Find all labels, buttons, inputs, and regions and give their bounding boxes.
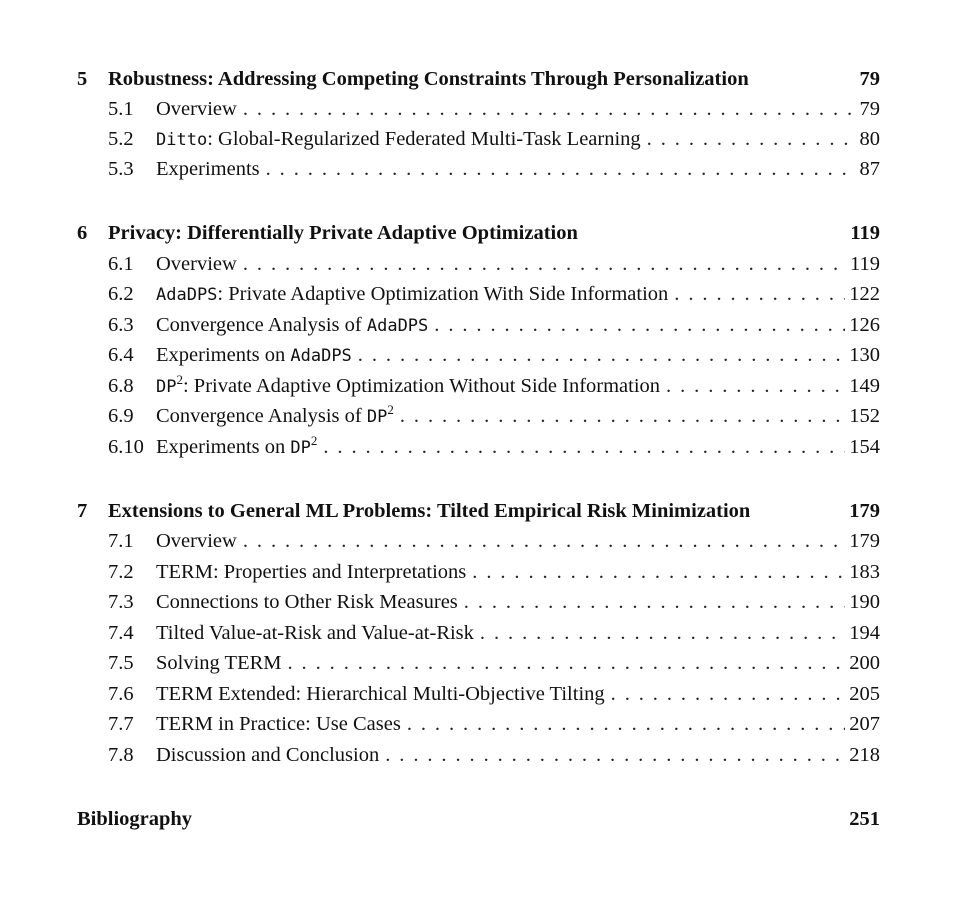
dot-leader [480, 622, 845, 645]
chapter-number: 6 [77, 221, 88, 244]
section-number: 6.3 [108, 313, 134, 336]
section-number: 7.4 [108, 621, 134, 644]
toc-section-entry[interactable] [0, 618, 957, 648]
section-title: Overview [156, 530, 243, 553]
toc-section-entry[interactable] [0, 401, 957, 431]
section-number: 7.8 [108, 743, 134, 766]
toc-section-entry[interactable] [0, 279, 957, 309]
section-title: $DP^2$: Private Adaptive Optimization Without Side Information [156, 375, 666, 398]
chapter-heading[interactable] [0, 218, 957, 248]
bibliography-page: 251 [849, 807, 880, 830]
section-page: 183 [845, 561, 880, 584]
chapter-title: Extensions to General ML Problems: Tilted Empirical Risk Minimization [108, 499, 751, 522]
section-title: TERM in Practice: Use Cases [156, 713, 407, 736]
section-title: TERM: Properties and Interpretations [156, 561, 472, 584]
toc-section-entry[interactable] [0, 310, 957, 340]
section-title: Ditto: Global-Regularized Federated Multi-Task Learning [156, 128, 647, 151]
section-page: 190 [845, 591, 880, 614]
dot-leader [666, 375, 845, 398]
dot-leader [266, 158, 856, 181]
toc-section-entry[interactable] [0, 124, 957, 154]
section-title: Solving TERM [156, 652, 288, 675]
dot-leader [407, 713, 845, 736]
section-number: 6.9 [108, 404, 134, 427]
toc-section-entry[interactable] [0, 557, 957, 587]
dot-leader [358, 344, 845, 367]
section-title: Connections to Other Risk Measures [156, 591, 464, 614]
bibliography-title: Bibliography [77, 807, 193, 830]
toc-section-entry[interactable] [0, 740, 957, 770]
section-page: 149 [845, 375, 880, 398]
toc-section-entry[interactable] [0, 94, 957, 124]
toc-section-entry[interactable] [0, 709, 957, 739]
section-title: Discussion and Conclusion [156, 744, 385, 767]
dot-leader [400, 405, 845, 428]
section-title: Tilted Value-at-Risk and Value-at-Risk [156, 622, 480, 645]
section-number: 7.6 [108, 682, 134, 705]
section-number: 6.10 [108, 435, 144, 458]
dot-leader [611, 683, 846, 706]
section-page: 152 [845, 405, 880, 428]
section-page: 205 [845, 683, 880, 706]
section-number: 5.3 [108, 157, 134, 180]
section-page: 79 [856, 98, 881, 121]
dot-leader [323, 436, 845, 459]
toc-section-entry[interactable] [0, 432, 957, 462]
section-page: 126 [845, 314, 880, 337]
dot-leader [288, 652, 846, 675]
dot-leader [243, 98, 856, 121]
section-title: Overview [156, 98, 243, 121]
dot-leader [464, 591, 845, 614]
section-page: 179 [845, 530, 880, 553]
bibliography-heading[interactable] [0, 804, 957, 834]
section-number: 7.2 [108, 560, 134, 583]
section-page: 87 [856, 158, 881, 181]
toc-section-entry[interactable] [0, 587, 957, 617]
section-number: 7.5 [108, 651, 134, 674]
section-number: 7.1 [108, 529, 134, 552]
section-title: Experiments [156, 158, 266, 181]
dot-leader [647, 128, 856, 151]
toc-section-entry[interactable] [0, 249, 957, 279]
section-number: 6.1 [108, 252, 134, 275]
toc-section-entry[interactable] [0, 679, 957, 709]
section-title: Overview [156, 253, 243, 276]
dot-leader [385, 744, 845, 767]
dot-leader [243, 253, 846, 276]
toc-section-entry[interactable] [0, 340, 957, 370]
section-page: 194 [845, 622, 880, 645]
chapter-title: Robustness: Addressing Competing Constraints Through Personalization [108, 67, 749, 90]
section-number: 6.4 [108, 343, 134, 366]
section-page: 119 [846, 253, 880, 276]
chapter-title: Privacy: Differentially Private Adaptive Optimization [108, 221, 578, 244]
dot-leader [243, 530, 845, 553]
section-page: 122 [845, 283, 880, 306]
section-page: 80 [856, 128, 881, 151]
toc-section-entry[interactable] [0, 154, 957, 184]
dot-leader [472, 561, 845, 584]
dot-leader [674, 283, 845, 306]
section-title: TERM Extended: Hierarchical Multi-Objective Tilting [156, 683, 611, 706]
section-number: 5.1 [108, 97, 134, 120]
chapter-heading[interactable] [0, 496, 957, 526]
section-page: 207 [845, 713, 880, 736]
section-title: Convergence Analysis of AdaDPS [156, 314, 434, 337]
section-title: Experiments on AdaDPS [156, 344, 358, 367]
section-number: 7.7 [108, 712, 134, 735]
toc-section-entry[interactable] [0, 371, 957, 401]
section-page: 200 [845, 652, 880, 675]
section-page: 218 [845, 744, 880, 767]
chapter-heading[interactable] [0, 64, 957, 94]
section-number: 6.2 [108, 282, 134, 305]
toc-section-entry[interactable] [0, 648, 957, 678]
toc-section-entry[interactable] [0, 526, 957, 556]
section-number: 7.3 [108, 590, 134, 613]
section-title: Experiments on $DP^2$ [156, 436, 323, 459]
section-number: 6.8 [108, 374, 134, 397]
section-page: 154 [845, 436, 880, 459]
section-page: 130 [845, 344, 880, 367]
section-title: Convergence Analysis of $DP^2$ [156, 405, 400, 428]
section-title: AdaDPS: Private Adaptive Optimization With Side Information [156, 283, 674, 306]
chapter-number: 5 [77, 67, 88, 90]
dot-leader [434, 314, 845, 337]
chapter-page: 79 [859, 67, 880, 90]
chapter-page: 119 [850, 221, 880, 244]
section-number: 5.2 [108, 127, 134, 150]
chapter-page: 179 [849, 499, 880, 522]
chapter-number: 7 [77, 499, 88, 522]
